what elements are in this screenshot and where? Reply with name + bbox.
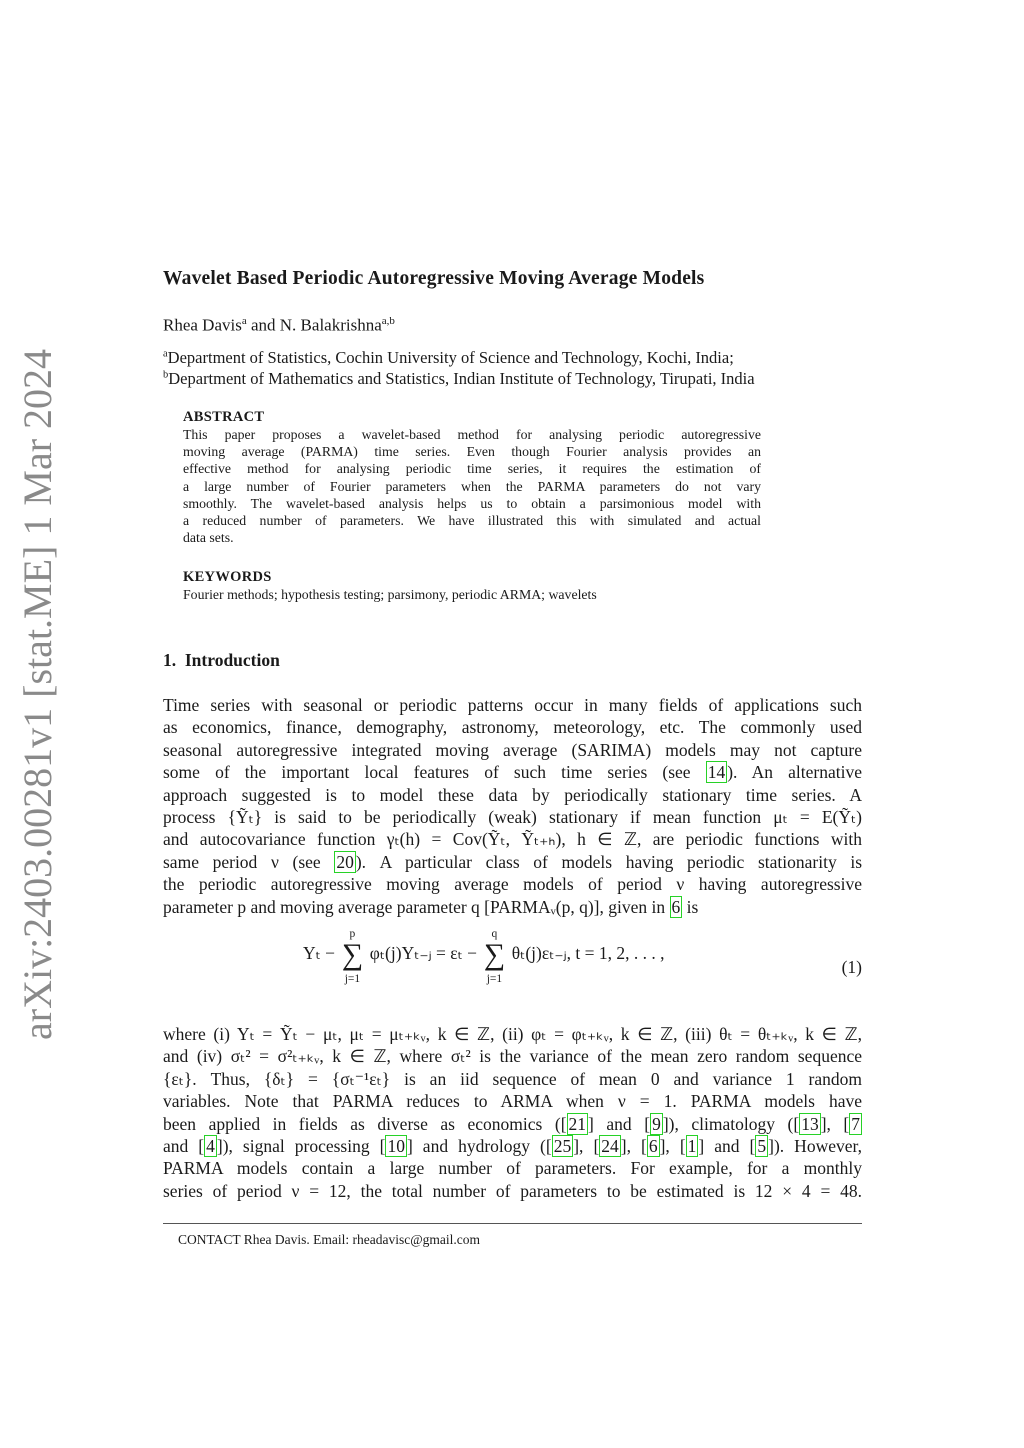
abstract-line: effective method for analysing periodic time series, it requires the estimation of — [183, 461, 761, 477]
contact-footnote: CONTACT Rhea Davis. Email: rheadavisc@gmail.com — [178, 1232, 481, 1247]
affiliation-mark: b — [163, 369, 169, 381]
author-affiliation-mark: a,b — [381, 315, 395, 327]
citation-link[interactable]: 25 — [553, 1135, 572, 1156]
author-affiliation-mark: a — [241, 315, 247, 327]
abstract-line: data sets. — [183, 530, 234, 546]
text-span: ]), climatology ([ — [662, 1113, 800, 1134]
second-paragraph — [163, 1023, 862, 1202]
text-line: process {Ỹₜ} is said to be periodically (weak) stationary if mean function μₜ = E(Ỹₜ) — [163, 806, 862, 827]
citation-link[interactable]: 21 — [568, 1113, 587, 1134]
sum-upper-limit: q — [491, 928, 498, 940]
keywords-text: Fourier methods; hypothesis testing; parsimony, periodic ARMA; wavelets — [183, 587, 597, 602]
equation-number: (1) — [841, 957, 862, 977]
text-line: approach suggested is to model these data by periodically stationary time series. A — [163, 784, 862, 805]
affiliation-text: Department of Statistics, Cochin University of Science and Technology, Kochi, India; — [167, 348, 734, 367]
text-span: been applied in fields as diverse as economics ([ — [163, 1113, 567, 1134]
sum-upper-limit: p — [349, 928, 356, 940]
affiliation-line — [163, 348, 734, 368]
text-span: and [ — [163, 1135, 205, 1156]
text-span: ], [ — [573, 1135, 600, 1156]
affiliation-line — [163, 369, 755, 389]
text-line: PARMA models contain a large number of parameters. For example, for a monthly — [163, 1158, 862, 1179]
author-name: Rhea Davis — [163, 315, 242, 335]
text-span: parameter p and moving average parameter q [PARMAᵥ(p, q)], given in — [163, 896, 670, 917]
equation-1 — [163, 928, 862, 1000]
citation-link[interactable]: 6 — [671, 896, 681, 917]
citation-link[interactable]: 14 — [707, 762, 726, 783]
text-line — [163, 851, 862, 873]
text-span: ). A particular class of models having periodic stationarity is — [355, 851, 863, 872]
text-line — [163, 896, 862, 918]
abstract-line: a large number of Fourier parameters when the PARMA parameters do not vary — [183, 478, 761, 494]
text-line: variables. Note that PARMA reduces to ARMA when ν = 1. PARMA models have — [163, 1091, 862, 1112]
arxiv-identifier-stamp: arXiv:2403.00281v1 [stat.ME] 1 Mar 2024 — [15, 348, 60, 1040]
text-line: and autocovariance function γₜ(h) = Cov(Ỹₜ, Ỹₜ₊ₕ), h ∈ ℤ, are periodic functions with — [163, 829, 862, 850]
text-line: Time series with seasonal or periodic patterns occur in many fields of applications such — [163, 695, 862, 715]
citation-link[interactable]: 7 — [851, 1113, 861, 1134]
abstract-section — [183, 409, 761, 546]
keywords-heading: KEYWORDS — [183, 569, 272, 585]
affiliation-mark: a — [163, 348, 168, 360]
text-span: ], [ — [820, 1113, 850, 1134]
text-line: as economics, finance, demography, astronomy, meteorology, etc. The commonly used — [163, 717, 862, 738]
text-span: is — [682, 896, 699, 917]
paper-title: Wavelet Based Periodic Autoregressive Moving Average Models — [163, 268, 705, 289]
text-line: {εₜ}. Thus, {δₜ} = {σₜ⁻¹εₜ} is an iid sequence of mean 0 and variance 1 random — [163, 1068, 862, 1089]
equation-middle: φₜ(j)Yₜ₋ⱼ = εₜ − — [369, 943, 478, 964]
text-line: the periodic autoregressive moving average models of period ν having autoregressive — [163, 874, 862, 895]
sigma-symbol: ∑ — [341, 938, 364, 971]
text-line — [163, 1135, 862, 1157]
equation-lhs: Yₜ − — [303, 943, 336, 964]
text-span: ]). However, — [768, 1135, 862, 1156]
citation-link[interactable]: 5 — [757, 1135, 767, 1156]
author-list — [163, 315, 395, 336]
footnote-divider — [163, 1223, 862, 1224]
summation-operator — [481, 928, 507, 985]
text-line: and (iv) σₜ² = σ²ₜ₊ₖᵥ, k ∈ ℤ, where σₜ² is the variance of the mean zero random sequence — [163, 1046, 862, 1067]
text-line — [163, 1113, 862, 1135]
citation-link[interactable]: 24 — [601, 1135, 619, 1156]
equation-rhs: θₜ(j)εₜ₋ⱼ, t = 1, 2, . . . , — [511, 943, 665, 964]
text-span: same period ν (see — [163, 851, 335, 872]
text-span: ). An alternative — [727, 762, 862, 783]
citation-link[interactable]: 10 — [387, 1135, 405, 1156]
sum-lower-limit: j=1 — [486, 973, 503, 985]
text-span: ]), signal processing [ — [216, 1135, 386, 1156]
citation-link[interactable]: 20 — [336, 851, 354, 872]
text-span: ] and [ — [698, 1135, 756, 1156]
sum-lower-limit: j=1 — [344, 973, 361, 985]
citation-link[interactable]: 4 — [206, 1135, 215, 1156]
text-line: series of period ν = 12, the total number of parameters to be estimated is 12 × 4 = 48. — [163, 1180, 862, 1201]
text-line: seasonal autoregressive integrated moving average (SARIMA) models may not capture — [163, 739, 862, 760]
citation-link[interactable]: 9 — [652, 1113, 661, 1134]
text-span: some of the important local features of such time series (see — [163, 762, 706, 783]
keywords-section — [183, 569, 761, 603]
section-heading: 1. Introduction — [163, 650, 280, 670]
abstract-line: This paper proposes a wavelet-based method for analysing periodic autoregressive — [183, 427, 761, 442]
abstract-line: smoothly. The wavelet-based analysis helps us to obtain a parsimonious model with — [183, 495, 761, 511]
citation-link[interactable]: 13 — [801, 1113, 819, 1134]
summation-operator — [339, 928, 365, 985]
author-conjunction: and — [246, 315, 280, 335]
abstract-line: a reduced number of parameters. We have illustrated this with simulated and actual — [183, 513, 761, 529]
text-span: ], [ — [659, 1135, 686, 1156]
citation-link[interactable]: 1 — [687, 1135, 697, 1156]
text-span: ] and hydrology ([ — [406, 1135, 552, 1156]
text-line — [163, 761, 862, 783]
text-span: ], [ — [620, 1135, 647, 1156]
abstract-heading: ABSTRACT — [183, 409, 265, 425]
abstract-line: moving average (PARMA) time series. Even though Fourier analysis provides an — [183, 444, 761, 460]
text-line: where (i) Yₜ = Ỹₜ − μₜ, μₜ = μₜ₊ₖᵥ, k ∈ ℤ, (ii) φₜ = φₜ₊ₖᵥ, k ∈ ℤ, (iii) θₜ = θₜ₊ₖᵥ, k ∈ ℤ, — [163, 1024, 862, 1044]
sigma-symbol: ∑ — [483, 938, 506, 971]
citation-link[interactable]: 6 — [648, 1135, 658, 1156]
text-span: ] and [ — [588, 1113, 651, 1134]
author-name: N. Balakrishna — [279, 315, 382, 335]
affiliation-text: Department of Mathematics and Statistics, Indian Institute of Technology, Tirupati, India — [168, 369, 755, 388]
intro-paragraph — [163, 694, 862, 918]
equation-body — [303, 928, 665, 985]
